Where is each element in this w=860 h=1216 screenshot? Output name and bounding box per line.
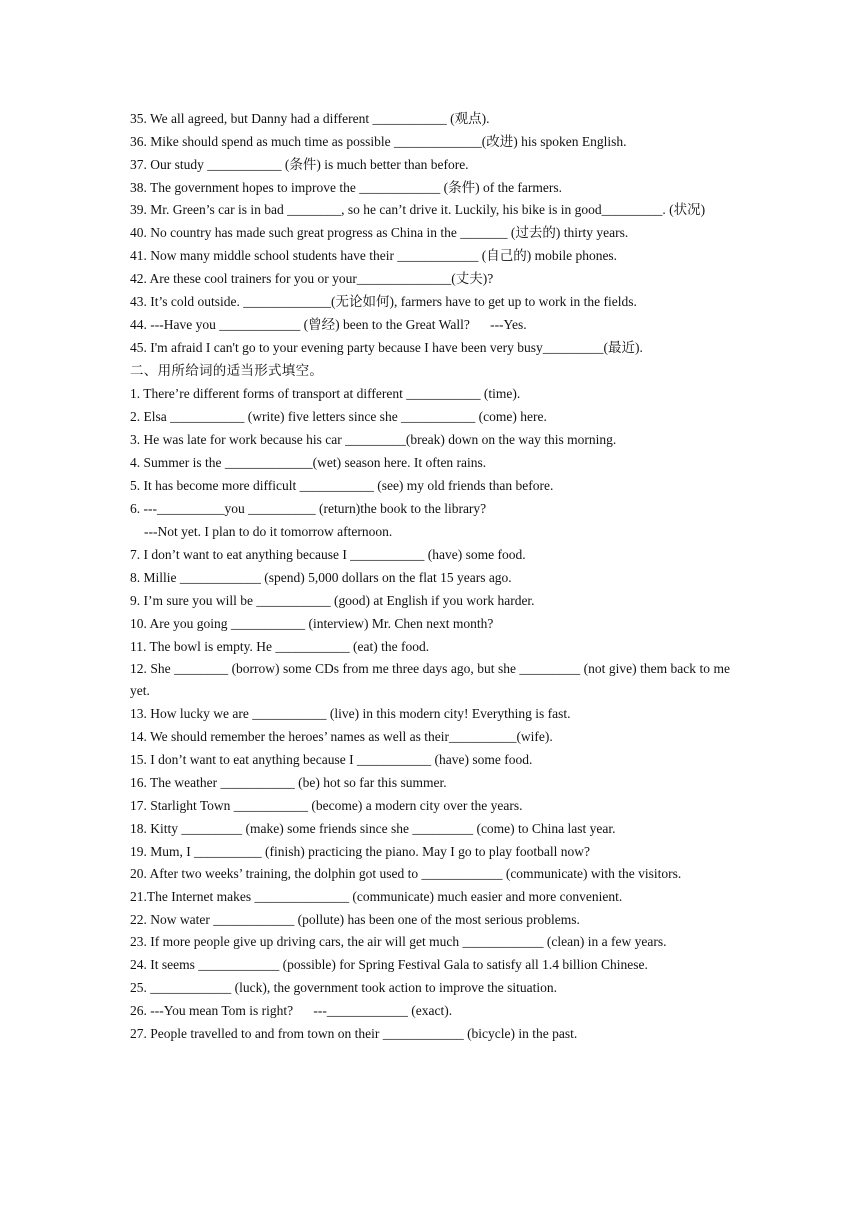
question-line: 43. It’s cold outside. _____________(无论如何), farmers have to get up to work in the fields.: [130, 294, 637, 309]
question-line: 40. No country has made such great progress as China in the _______ (过去的) thirty years.: [130, 225, 629, 240]
question-line: 21.The Internet makes ______________ (communicate) much easier and more convenient.: [130, 889, 623, 904]
question-line: 3. He was late for work because his car _________(break) down on the way this morning.: [130, 432, 617, 447]
question-line: 20. After two weeks’ training, the dolphin got used to ____________ (communicate) with the visitors.: [130, 866, 682, 881]
question-line: 22. Now water ____________ (pollute) has been one of the most serious problems.: [130, 912, 580, 927]
section-heading: 二、用所给词的适当形式填空。: [130, 363, 324, 378]
question-line: 19. Mum, I __________ (finish) practicing the piano. May I go to play football now?: [130, 844, 591, 859]
question-line: 45. I'm afraid I can't go to your evening party because I have been very busy_________(最近).: [130, 340, 643, 355]
question-line: 13. How lucky we are ___________ (live) in this modern city! Everything is fast.: [130, 706, 571, 721]
question-line: 42. Are these cool trainers for you or your______________(丈夫)?: [130, 271, 494, 286]
question-line: 25. ____________ (luck), the government took action to improve the situation.: [130, 980, 558, 995]
document-content: [130, 107, 730, 1045]
question-line: 23. If more people give up driving cars, the air will get much ____________ (clean) in a few years.: [130, 934, 667, 949]
question-line: 15. I don’t want to eat anything because I ___________ (have) some food.: [130, 752, 533, 767]
question-line: 14. We should remember the heroes’ names as well as their__________(wife).: [130, 729, 553, 744]
answer-line: ---Not yet. I plan to do it tomorrow afternoon.: [144, 524, 393, 539]
question-line: 10. Are you going ___________ (interview) Mr. Chen next month?: [130, 616, 494, 631]
question-line: 7. I don’t want to eat anything because I ___________ (have) some food.: [130, 547, 526, 562]
question-line: 35. We all agreed, but Danny had a different ___________ (观点).: [130, 111, 490, 126]
question-line: 17. Starlight Town ___________ (become) a modern city over the years.: [130, 798, 523, 813]
question-line: 12. She ________ (borrow) some CDs from me three days ago, but she _________ (not give) them back to me yet.: [130, 661, 730, 698]
question-line: 26. ---You mean Tom is right? ---____________ (exact).: [130, 1003, 453, 1018]
question-line: 11. The bowl is empty. He ___________ (eat) the food.: [130, 639, 430, 654]
question-line: 24. It seems ____________ (possible) for Spring Festival Gala to satisfy all 1.4 billion Chinese.: [130, 957, 648, 972]
question-line: 5. It has become more difficult ___________ (see) my old friends than before.: [130, 478, 554, 493]
question-line: 39. Mr. Green’s car is in bad ________, so he can’t drive it. Luckily, his bike is in good_________. (状况): [130, 202, 706, 217]
question-line: 41. Now many middle school students have their ____________ (自己的) mobile phones.: [130, 248, 618, 263]
question-line: 16. The weather ___________ (be) hot so far this summer.: [130, 775, 447, 790]
question-line: 1. There’re different forms of transport at different ___________ (time).: [130, 386, 521, 401]
question-line: 8. Millie ____________ (spend) 5,000 dollars on the flat 15 years ago.: [130, 570, 512, 585]
question-line: 6. ---__________you __________ (return)the book to the library?: [130, 501, 487, 516]
question-line: 9. I’m sure you will be ___________ (good) at English if you work harder.: [130, 593, 535, 608]
question-line: 18. Kitty _________ (make) some friends since she _________ (come) to China last year.: [130, 821, 616, 836]
question-line: 38. The government hopes to improve the ____________ (条件) of the farmers.: [130, 180, 563, 195]
question-line: 37. Our study ___________ (条件) is much better than before.: [130, 157, 469, 172]
question-line: 4. Summer is the _____________(wet) season here. It often rains.: [130, 455, 487, 470]
question-line: 2. Elsa ___________ (write) five letters since she ___________ (come) here.: [130, 409, 547, 424]
question-line: 36. Mike should spend as much time as possible _____________(改进) his spoken English.: [130, 134, 627, 149]
question-line: 44. ---Have you ____________ (曾经) been to the Great Wall? ---Yes.: [130, 317, 527, 332]
question-line: 27. People travelled to and from town on their ____________ (bicycle) in the past.: [130, 1026, 578, 1041]
